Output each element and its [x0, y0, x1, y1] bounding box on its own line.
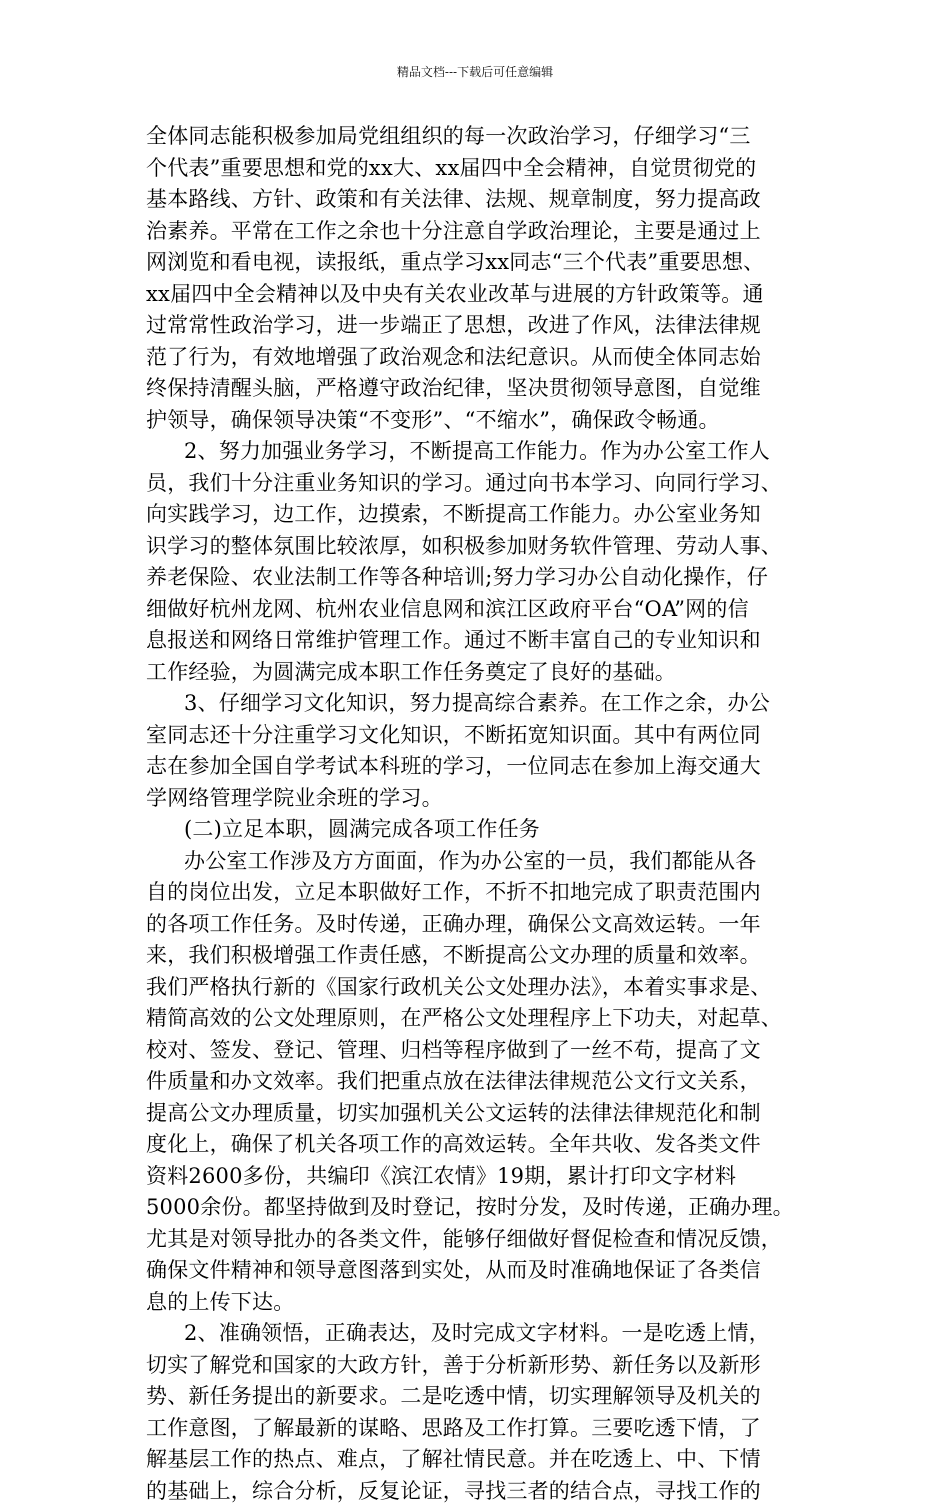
body-line: 息报送和网络日常维护管理工作。通过不断丰富自己的专业知识和 [146, 625, 810, 657]
body-line: 度化上，确保了机关各项工作的高效运转。全年共收、发各类文件 [146, 1129, 810, 1161]
body-line: 个代表”重要思想和党的xx大、xx届四中全会精神，自觉贯彻党的 [146, 153, 810, 185]
body-line: 基本路线、方针、政策和有关法律、法规、规章制度，努力提高政 [146, 184, 810, 216]
paragraph-start-line: 2、准确领悟，正确表达，及时完成文字材料。一是吃透上情， [146, 1318, 810, 1350]
body-line: xx届四中全会精神以及中央有关农业改革与进展的方针政策等。通 [146, 279, 810, 311]
paragraph-start-line: 办公室工作涉及方方面面，作为办公室的一员，我们都能从各 [146, 846, 810, 878]
body-line: 养老保险、农业法制工作等各种培训;努力学习办公自动化操作，仔 [146, 562, 810, 594]
body-line: 势、新任务提出的新要求。二是吃透中情，切实理解领导及机关的 [146, 1381, 810, 1413]
body-line: 件质量和办文效率。我们把重点放在法律法律规范公文行文关系， [146, 1066, 810, 1098]
body-line: 切实了解党和国家的大政方针，善于分析新形势、新任务以及新形 [146, 1350, 810, 1382]
body-line: 员，我们十分注重业务知识的学习。通过向书本学习、向同行学习、 [146, 468, 810, 500]
body-line: 来，我们积极增强工作责任感，不断提高公文办理的质量和效率。 [146, 940, 810, 972]
body-line: 范了行为，有效地增强了政治观念和法纪意识。从而使全体同志始 [146, 342, 810, 374]
body-line: 解基层工作的热点、难点，了解社情民意。并在吃透上、中、下情 [146, 1444, 810, 1476]
body-line: 识学习的整体氛围比较浓厚，如积极参加财务软件管理、劳动人事、 [146, 531, 810, 563]
body-line: 自的岗位出发，立足本职做好工作，不折不扣地完成了职责范围内 [146, 877, 810, 909]
paragraph-start-line: 2、努力加强业务学习，不断提高工作能力。作为办公室工作人 [146, 436, 810, 468]
page-header: 精品文档---下载后可任意编辑 [0, 64, 950, 80]
body-line: 精简高效的公文处理原则，在严格公文处理程序上下功夫，对起草、 [146, 1003, 810, 1035]
body-line: 确保文件精神和领导意图落到实处，从而及时准确地保证了各类信 [146, 1255, 810, 1287]
body-line: 工作经验，为圆满完成本职工作任务奠定了良好的基础。 [146, 657, 810, 689]
body-line: 网浏览和看电视，读报纸，重点学习xx同志“三个代表”重要思想、 [146, 247, 810, 279]
body-line: 全体同志能积极参加局党组组织的每一次政治学习，仔细学习“三 [146, 121, 810, 153]
body-line: 学网络管理学院业余班的学习。 [146, 783, 810, 815]
body-line: 的基础上，综合分析，反复论证，寻找三者的结合点，寻找工作的 [146, 1476, 810, 1507]
body-line: 资料2600多份，共编印《滨江农情》19期，累计打印文字材料 [146, 1161, 810, 1193]
body-line: 护领导，确保领导决策“不变形”、“不缩水”，确保政令畅通。 [146, 405, 810, 437]
body-line: 志在参加全国自学考试本科班的学习，一位同志在参加上海交通大 [146, 751, 810, 783]
body-line: 尤其是对领导批办的各类文件，能够仔细做好督促检查和情况反馈， [146, 1224, 810, 1256]
body-line: 息的上传下达。 [146, 1287, 810, 1319]
document-body [146, 121, 810, 1507]
body-line: 工作意图，了解最新的谋略、思路及工作打算。三要吃透下情，了 [146, 1413, 810, 1445]
body-line: 室同志还十分注重学习文化知识，不断拓宽知识面。其中有两位同 [146, 720, 810, 752]
body-line: 的各项工作任务。及时传递，正确办理，确保公文高效运转。一年 [146, 909, 810, 941]
body-line: 治素养。平常在工作之余也十分注意自学政治理论，主要是通过上 [146, 216, 810, 248]
body-line: 我们严格执行新的《国家行政机关公文处理办法》，本着实事求是、 [146, 972, 810, 1004]
body-line: 提高公文办理质量，切实加强机关公文运转的法律法律规范化和制 [146, 1098, 810, 1130]
section-heading: (二)立足本职，圆满完成各项工作任务 [146, 814, 810, 846]
body-line: 5000余份。都坚持做到及时登记，按时分发，及时传递，正确办理。 [146, 1192, 810, 1224]
body-line: 过常常性政治学习，进一步端正了思想，改进了作风，法律法律规 [146, 310, 810, 342]
body-line: 校对、签发、登记、管理、归档等程序做到了一丝不苟，提高了文 [146, 1035, 810, 1067]
body-line: 终保持清醒头脑，严格遵守政治纪律，坚决贯彻领导意图，自觉维 [146, 373, 810, 405]
body-line: 向实践学习，边工作，边摸索，不断提高工作能力。办公室业务知 [146, 499, 810, 531]
body-line: 细做好杭州龙网、杭州农业信息网和滨江区政府平台“OA”网的信 [146, 594, 810, 626]
paragraph-start-line: 3、仔细学习文化知识，努力提高综合素养。在工作之余，办公 [146, 688, 810, 720]
